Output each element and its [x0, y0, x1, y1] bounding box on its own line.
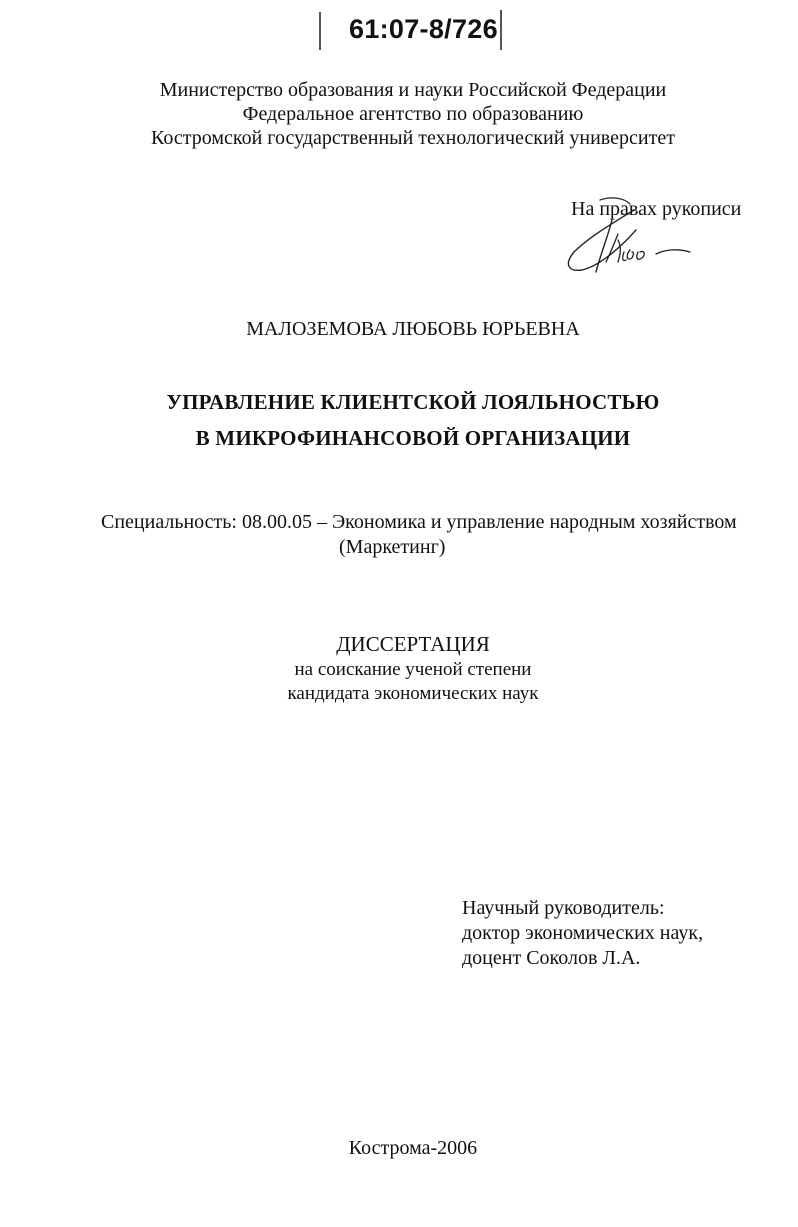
ministry-line: Министерство образования и науки Российской Федерации [159, 79, 667, 101]
scan-mark-left [319, 12, 321, 50]
specialty-sub: (Маркетинг) [339, 536, 446, 558]
specialty-line: Специальность: 08.00.05 – Экономика и управление народным хозяйством [101, 511, 737, 533]
university-line: Костромской государственный технологический университет [151, 127, 675, 149]
scan-mark-right [500, 10, 502, 50]
catalog-code: 61:07-8/726 [349, 14, 498, 44]
agency-line: Федеральное агентство по образованию [242, 103, 584, 125]
advisor-degree: доктор экономических наук, [462, 922, 704, 944]
dissertation-title-line-1: УПРАВЛЕНИЕ КЛИЕНТСКОЙ ЛОЯЛЬНОСТЬЮ [166, 390, 660, 414]
advisor-role: Научный руководитель: [462, 897, 665, 919]
city-year: Кострома-2006 [348, 1137, 478, 1159]
dissertation-type: ДИССЕРТАЦИЯ [336, 632, 490, 656]
manuscript-note: На правах рукописи [571, 198, 742, 220]
degree-purpose-line-1: на соискание ученой степени [294, 659, 532, 680]
author-name: МАЛОЗЕМОВА ЛЮБОВЬ ЮРЬЕВНА [246, 318, 580, 340]
dissertation-title-line-2: В МИКРОФИНАНСОВОЙ ОРГАНИЗАЦИИ [195, 426, 631, 450]
degree-purpose-line-2: кандидата экономических наук [287, 683, 539, 704]
handwritten-signature [560, 196, 700, 282]
advisor-name: доцент Соколов Л.А. [462, 947, 641, 969]
